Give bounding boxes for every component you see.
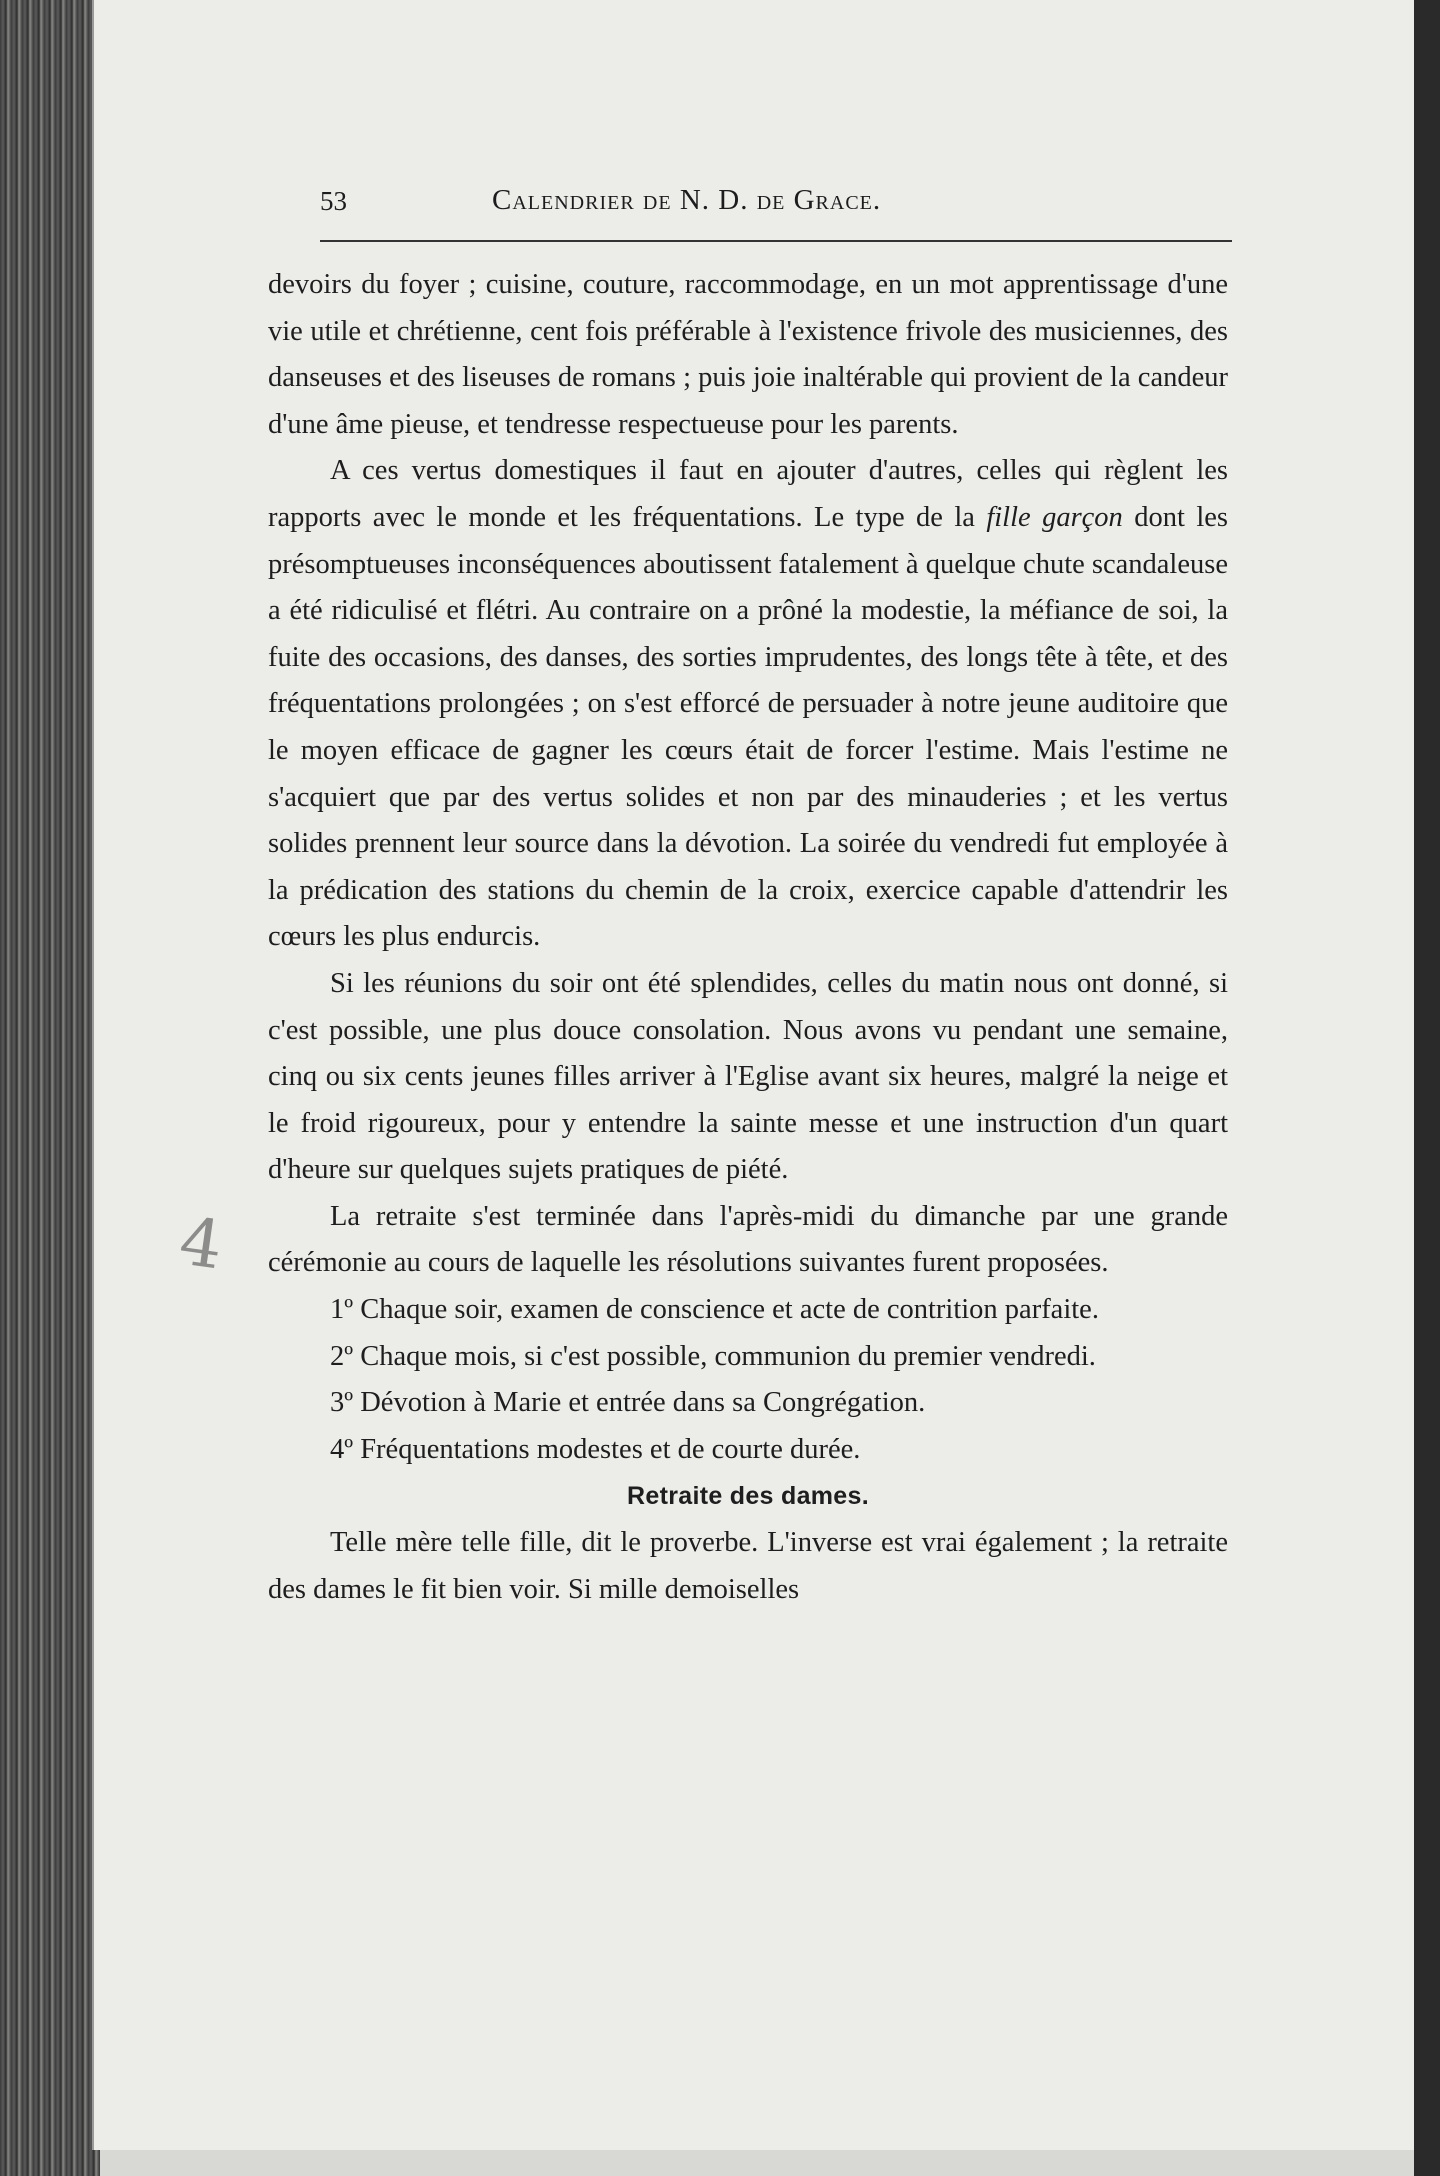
paragraph-ladies-retreat: Telle mère telle fille, dit le proverbe. L'inverse est vrai également ; la retraite des dames le fit bien voir. Si mille demoiselles [268, 1527, 1228, 1605]
paragraph-virtues [268, 448, 1228, 961]
paragraph-morning-meetings: Si les réunions du soir ont été splendides, celles du matin nous ont donné, si c'est possible, une plus douce consolation. Nous avons vu pendant une semaine, cinq ou six cents jeunes filles arriver à l'Eglise avant six heures, malgré la neige et le froid rigoureux, pour y entendre la sainte messe et une instruction d'un quart d'heure sur quelques sujets pratiques de piété. [268, 967, 1228, 1186]
handwritten-margin-mark: 4 [174, 1202, 228, 1285]
paragraph-virtues-part-b: dont les présomptueuses inconséquences aboutissent fatalement à quelque chute scandaleuse a été ridiculisé et flétri. Au contraire on a prôné la modestie, la méfiance de soi, la fuite des occasions, des danses, des sorties imprudentes, des longs tête à tête, et des fréquentations prolongées ; on s'est efforcé de persuader à notre jeune auditoire que le moyen efficace de gagner les cœurs était de forcer l'estime. Mais l'estime ne s'acquiert que par des vertus solides et non par des minauderies ; et les vertus solides prennent leur source dans la dévotion. La soirée du vendredi fut employée à la prédication des stations du chemin de la croix, exercice capable d'attendrir les cœurs les plus endurcis. [268, 501, 1228, 953]
running-header [320, 180, 1232, 242]
scan-border-shadow [1414, 0, 1440, 2176]
paragraph-continued: devoirs du foyer ; cuisine, couture, raccommodage, en un mot apprentissage d'une vie utile et chrétienne, cent fois préférable à l'existence frivole des musiciennes, des danseuses et des liseuses de romans ; puis joie inaltérable qui provient de la candeur d'une âme pieuse, et tendresse respectueuse pour les parents. [268, 269, 1228, 440]
resolution-2: 2º Chaque mois, si c'est possible, communion du premier vendredi. [330, 1340, 1096, 1372]
paragraph-closing-ceremony: La retraite s'est terminée dans l'après-midi du dimanche par une grande cérémonie au cours de laquelle les résolutions suivantes furent proposées. [268, 1200, 1228, 1279]
paragraph-virtues-part-a: A ces vertus domestiques il faut en ajouter d'autres, celles qui règlent les rapports avec le monde et les fréquentations. Le type de la [268, 455, 1228, 533]
resolution-3: 3º Dévotion à Marie et entrée dans sa Congrégation. [330, 1387, 926, 1419]
resolution-1: 1º Chaque soir, examen de conscience et acte de contrition parfaite. [330, 1294, 1099, 1326]
italic-term: fille garçon [986, 501, 1123, 533]
running-title: Calendrier de N. D. de Grace. [492, 184, 882, 216]
book-page-edges [0, 0, 100, 2176]
body-text [268, 262, 1228, 1613]
page-number: 53 [320, 186, 347, 216]
resolution-4: 4º Fréquentations modestes et de courte durée. [330, 1433, 861, 1465]
section-heading: Retraite des dames. [627, 1482, 869, 1511]
